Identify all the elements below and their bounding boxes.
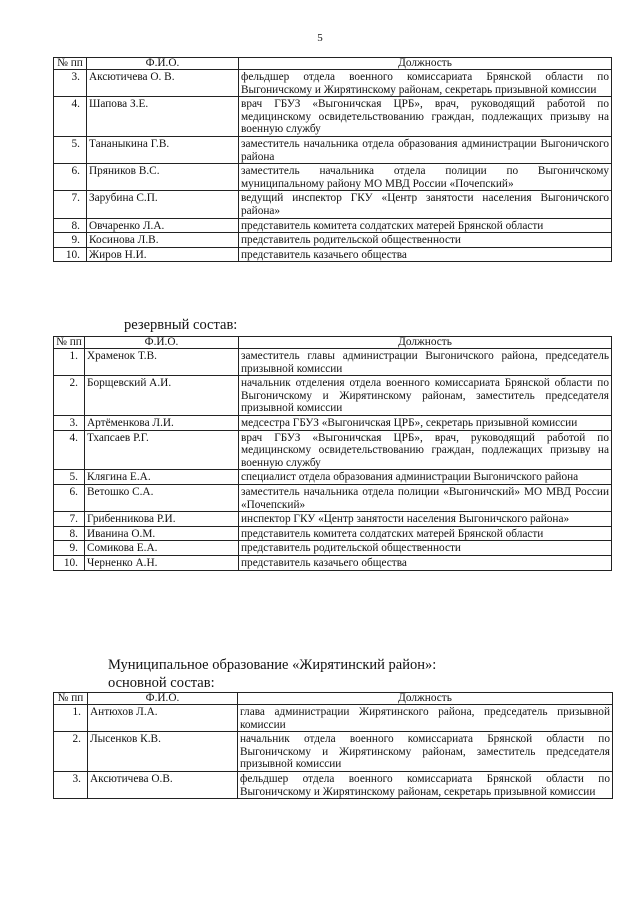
table-header-row — [54, 58, 612, 70]
row-position: медсестра ГБУЗ «Выгоничская ЦРБ», секретарь призывной комиссии — [239, 415, 612, 430]
row-name: Храменок Т.В. — [85, 349, 239, 376]
row-number: 10. — [54, 247, 87, 262]
table-row — [54, 97, 612, 137]
table-row — [54, 771, 613, 798]
header-position: Должность — [238, 693, 613, 705]
row-number: 4. — [54, 97, 87, 137]
row-name: Иванина О.М. — [85, 526, 239, 541]
row-position: глава администрации Жирятинского района, председатель призывной комиссии — [238, 705, 613, 732]
header-num: № пп — [54, 693, 88, 705]
row-number: 2. — [54, 376, 85, 416]
row-number: 8. — [54, 218, 87, 233]
row-name: Антюхов Л.А. — [88, 705, 238, 732]
table-row — [54, 191, 612, 218]
row-name: Жиров Н.И. — [87, 247, 239, 262]
row-name: Сомикова Е.А. — [85, 541, 239, 556]
municipality-heading: Муниципальное образование «Жирятинский район»: — [108, 657, 437, 673]
row-name: Черненко А.Н. — [85, 555, 239, 570]
row-name: Тананыкина Г.В. — [87, 136, 239, 163]
row-number: 9. — [54, 233, 87, 248]
table-row — [54, 484, 612, 511]
header-num: № пп — [54, 337, 85, 349]
header-name: Ф.И.О. — [87, 58, 239, 70]
row-position: ведущий инспектор ГКУ «Центр занятости населения Выгоничского района» — [239, 191, 612, 218]
table-row — [54, 70, 612, 97]
table-row — [54, 233, 612, 248]
row-position: представитель родительской общественности — [239, 233, 612, 248]
row-name: Косинова Л.В. — [87, 233, 239, 248]
row-position: врач ГБУЗ «Выгоничская ЦРБ», врач, руководящий работой по медицинскому освидетельствованию граждан, подлежащих призыву на военную службу — [239, 430, 612, 470]
table-row — [54, 415, 612, 430]
row-number: 7. — [54, 512, 85, 527]
row-name: Зарубина С.П. — [87, 191, 239, 218]
row-name: Тхапсаев Р.Г. — [85, 430, 239, 470]
commission-table-vygonichi-reserve — [53, 336, 612, 571]
row-name: Грибенникова Р.И. — [85, 512, 239, 527]
header-position: Должность — [239, 337, 612, 349]
table-row — [54, 470, 612, 485]
row-position: заместитель начальника отдела полиции «Выгоничский» МО МВД России «Почепский» — [239, 484, 612, 511]
main-section-label: основной состав: — [108, 675, 215, 691]
table-row — [54, 247, 612, 262]
row-number: 6. — [54, 484, 85, 511]
row-position: начальник отделения отдела военного комиссариата Брянской области по Выгоничскому и Жирятинскому районам, заместитель председателя призывной комиссии — [239, 376, 612, 416]
row-position: представитель казачьего общества — [239, 555, 612, 570]
header-name: Ф.И.О. — [88, 693, 238, 705]
row-position: представитель комитета солдатских матерей Брянской области — [239, 526, 612, 541]
row-number: 9. — [54, 541, 85, 556]
row-name: Овчаренко Л.А. — [87, 218, 239, 233]
row-name: Пряников В.С. — [87, 164, 239, 191]
row-name: Аксютичева О. В. — [87, 70, 239, 97]
row-number: 3. — [54, 771, 88, 798]
table-row — [54, 218, 612, 233]
table-header-row — [54, 693, 613, 705]
row-name: Шапова З.Е. — [87, 97, 239, 137]
row-number: 8. — [54, 526, 85, 541]
row-position: инспектор ГКУ «Центр занятости населения Выгоничского района» — [239, 512, 612, 527]
row-position: начальник отдела военного комиссариата Брянской области по Выгоничскому и Жирятинскому районам, заместитель председателя призывной комиссии — [238, 732, 613, 772]
header-position: Должность — [239, 58, 612, 70]
table-row — [54, 376, 612, 416]
table-row — [54, 164, 612, 191]
commission-table-zhiryatino-main — [53, 692, 613, 799]
row-number: 1. — [54, 349, 85, 376]
table-row — [54, 512, 612, 527]
row-number: 5. — [54, 470, 85, 485]
row-number: 5. — [54, 136, 87, 163]
table-row — [54, 541, 612, 556]
row-number: 1. — [54, 705, 88, 732]
table-row — [54, 349, 612, 376]
table-row — [54, 705, 613, 732]
row-number: 6. — [54, 164, 87, 191]
row-name: Артёменкова Л.И. — [85, 415, 239, 430]
row-number: 2. — [54, 732, 88, 772]
row-position: специалист отдела образования администрации Выгоничского района — [239, 470, 612, 485]
row-position: заместитель главы администрации Выгоничского района, председатель призывной комиссии — [239, 349, 612, 376]
table-row — [54, 526, 612, 541]
row-position: представитель родительской общественности — [239, 541, 612, 556]
table-row — [54, 430, 612, 470]
row-name: Аксютичева О.В. — [88, 771, 238, 798]
row-position: заместитель начальника отдела полиции по Выгоничскому муниципальному району МО МВД России «Почепский» — [239, 164, 612, 191]
table-row — [54, 732, 613, 772]
table-row — [54, 136, 612, 163]
row-number: 3. — [54, 70, 87, 97]
row-name: Лысенков К.В. — [88, 732, 238, 772]
table-header-row — [54, 337, 612, 349]
row-name: Ветошко С.А. — [85, 484, 239, 511]
commission-table-vygonichi-main — [53, 57, 612, 262]
row-position: представитель казачьего общества — [239, 247, 612, 262]
row-position: врач ГБУЗ «Выгоничская ЦРБ», врач, руководящий работой по медицинскому освидетельствованию граждан, подлежащих призыву на военную службу — [239, 97, 612, 137]
page-number: 5 — [317, 32, 323, 44]
row-number: 10. — [54, 555, 85, 570]
table-row — [54, 555, 612, 570]
row-position: фельдшер отдела военного комиссариата Брянской области по Выгоничскому и Жирятинскому районам, секретарь призывной комиссии — [239, 70, 612, 97]
row-position: фельдшер отдела военного комиссариата Брянской области по Выгоничскому и Жирятинскому районам, секретарь призывной комиссии — [238, 771, 613, 798]
row-name: Клягина Е.А. — [85, 470, 239, 485]
row-position: представитель комитета солдатских матерей Брянской области — [239, 218, 612, 233]
header-num: № пп — [54, 58, 87, 70]
row-number: 4. — [54, 430, 85, 470]
header-name: Ф.И.О. — [85, 337, 239, 349]
row-name: Борщевский А.И. — [85, 376, 239, 416]
row-number: 3. — [54, 415, 85, 430]
row-number: 7. — [54, 191, 87, 218]
row-position: заместитель начальника отдела образования администрации Выгоничского района — [239, 136, 612, 163]
reserve-section-label: резервный состав: — [124, 317, 238, 333]
